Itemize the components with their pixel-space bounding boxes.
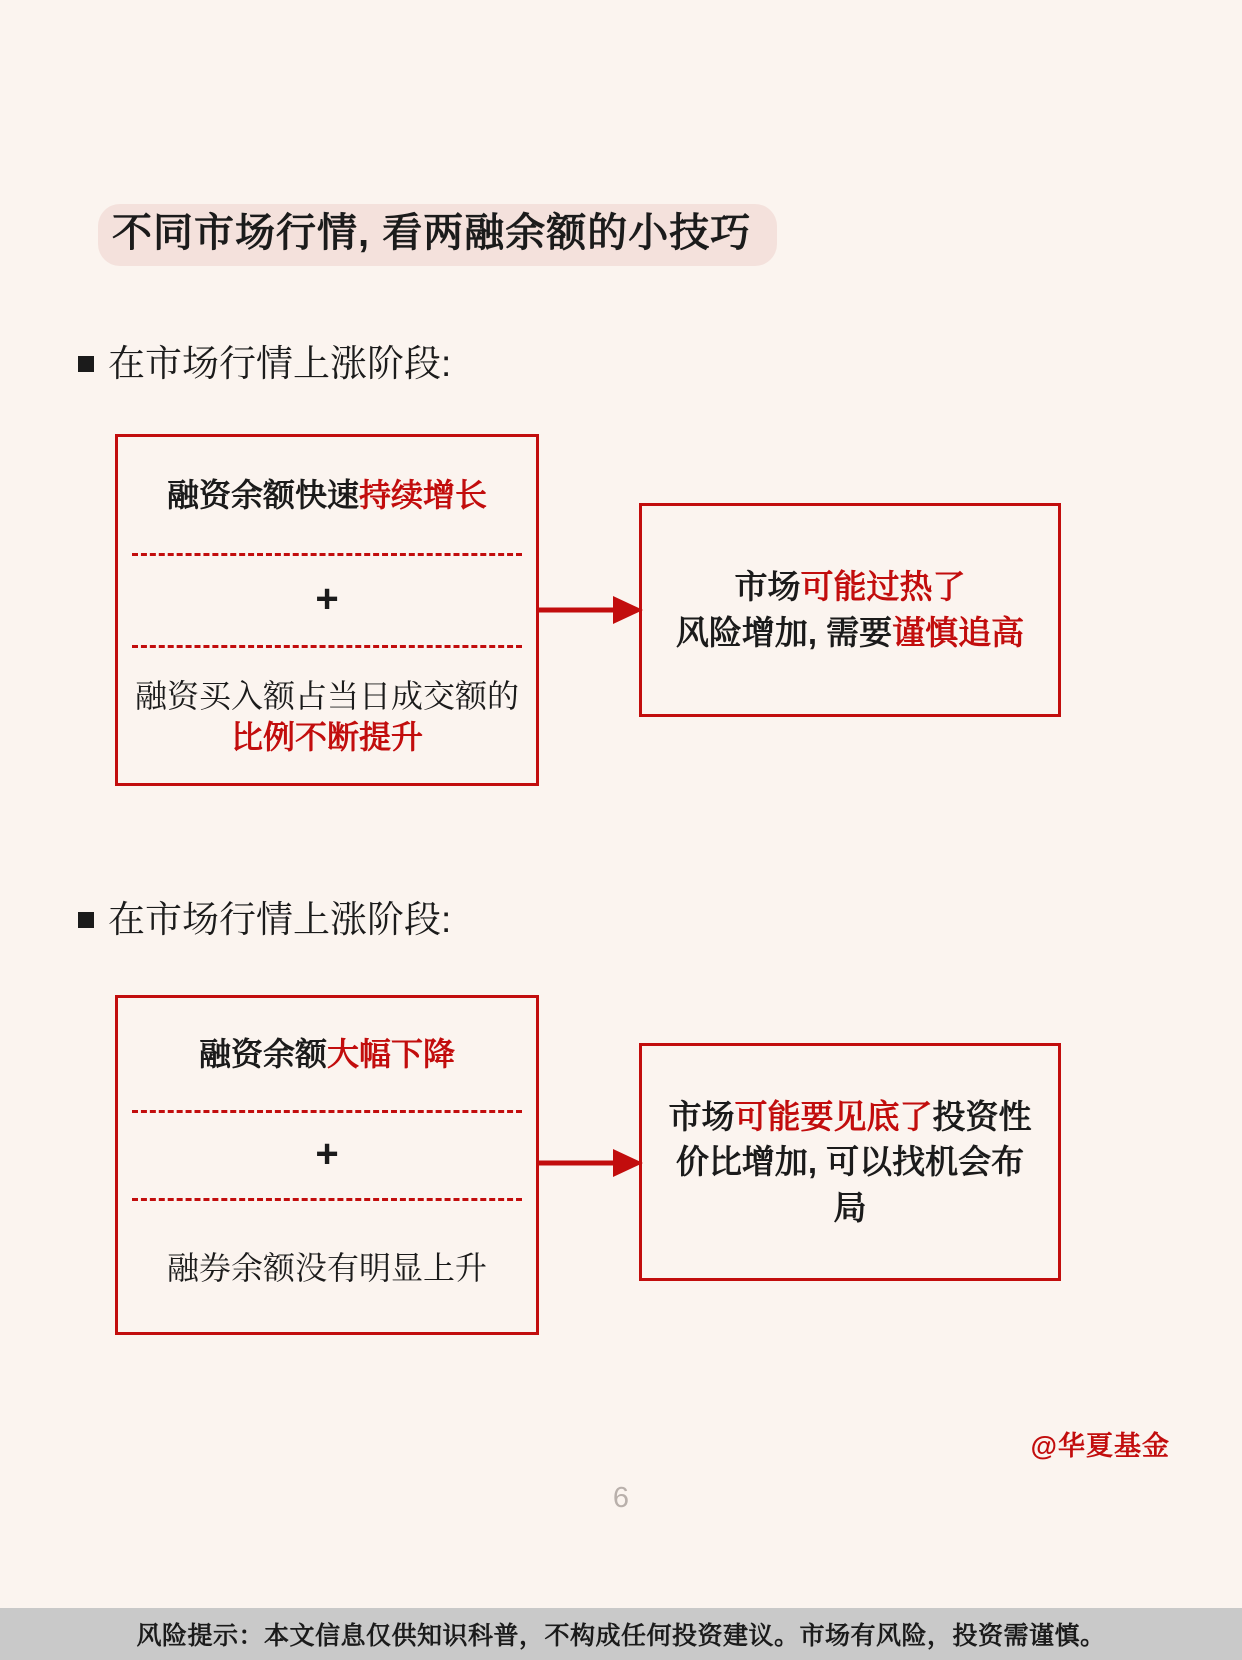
condition-box-1	[115, 434, 539, 786]
title-highlight	[98, 204, 777, 266]
result-box-2	[639, 1043, 1061, 1281]
condition-row-2-3	[118, 1198, 536, 1338]
condition-row-1-1-highlight: 持续增长	[359, 476, 488, 513]
condition-row-1-3	[118, 645, 536, 789]
condition-row-2-1	[118, 998, 536, 1110]
condition-row-1-1-text: 融资余额快速持续增长	[166, 476, 488, 513]
title-text: 不同市场行情, 看两融余额的小技巧	[112, 211, 752, 255]
section-header-1	[78, 344, 451, 385]
arrow-right-icon-2	[539, 1143, 643, 1183]
result-highlight-2-1: 可能要见底了	[734, 1097, 933, 1135]
condition-row-2-3-text: 融券余额没有明显上升	[166, 1249, 487, 1286]
section-label-1: 在市场行情上涨阶段:	[108, 343, 452, 384]
condition-row-2-1-highlight: 大幅下降	[327, 1035, 456, 1072]
section-label-2: 在市场行情上涨阶段:	[108, 899, 452, 940]
result-text-1: 市场可能过热了 风险增加, 需要谨慎追高	[675, 568, 1025, 651]
arrow-right-icon-1	[539, 590, 643, 630]
result-text-2: 市场可能要见底了投资性价比增加, 可以找机会布局	[668, 1097, 1032, 1226]
condition-box-2	[115, 995, 539, 1335]
bullet-square-icon	[78, 912, 94, 928]
condition-row-1-1	[118, 437, 536, 553]
result-highlight-1-1: 可能过热了	[800, 568, 966, 606]
condition-row-1-3-text: 融资买入额占当日成交额的比例不断提升	[134, 678, 519, 755]
result-highlight-1-2: 谨慎追高	[892, 614, 1025, 651]
result-box-1	[639, 503, 1061, 717]
condition-row-1-2	[118, 553, 536, 645]
disclaimer-text: 风险提示：本文信息仅供知识科普，不构成任何投资建议。市场有风险，投资需谨慎。	[136, 1622, 1106, 1650]
plus-icon-1: +	[315, 577, 339, 621]
brand-watermark: @华夏基金	[1030, 1431, 1170, 1461]
disclaimer-bar	[0, 1608, 1242, 1660]
bullet-square-icon	[78, 356, 94, 372]
plus-icon-2: +	[315, 1132, 339, 1176]
condition-row-1-3-highlight: 比例不断提升	[230, 719, 423, 755]
page-title	[98, 204, 777, 266]
page-number: 6	[612, 1482, 630, 1514]
condition-row-2-1-text: 融资余额大幅下降	[198, 1035, 456, 1072]
section-header-2	[78, 900, 451, 941]
condition-row-2-2	[118, 1110, 536, 1198]
